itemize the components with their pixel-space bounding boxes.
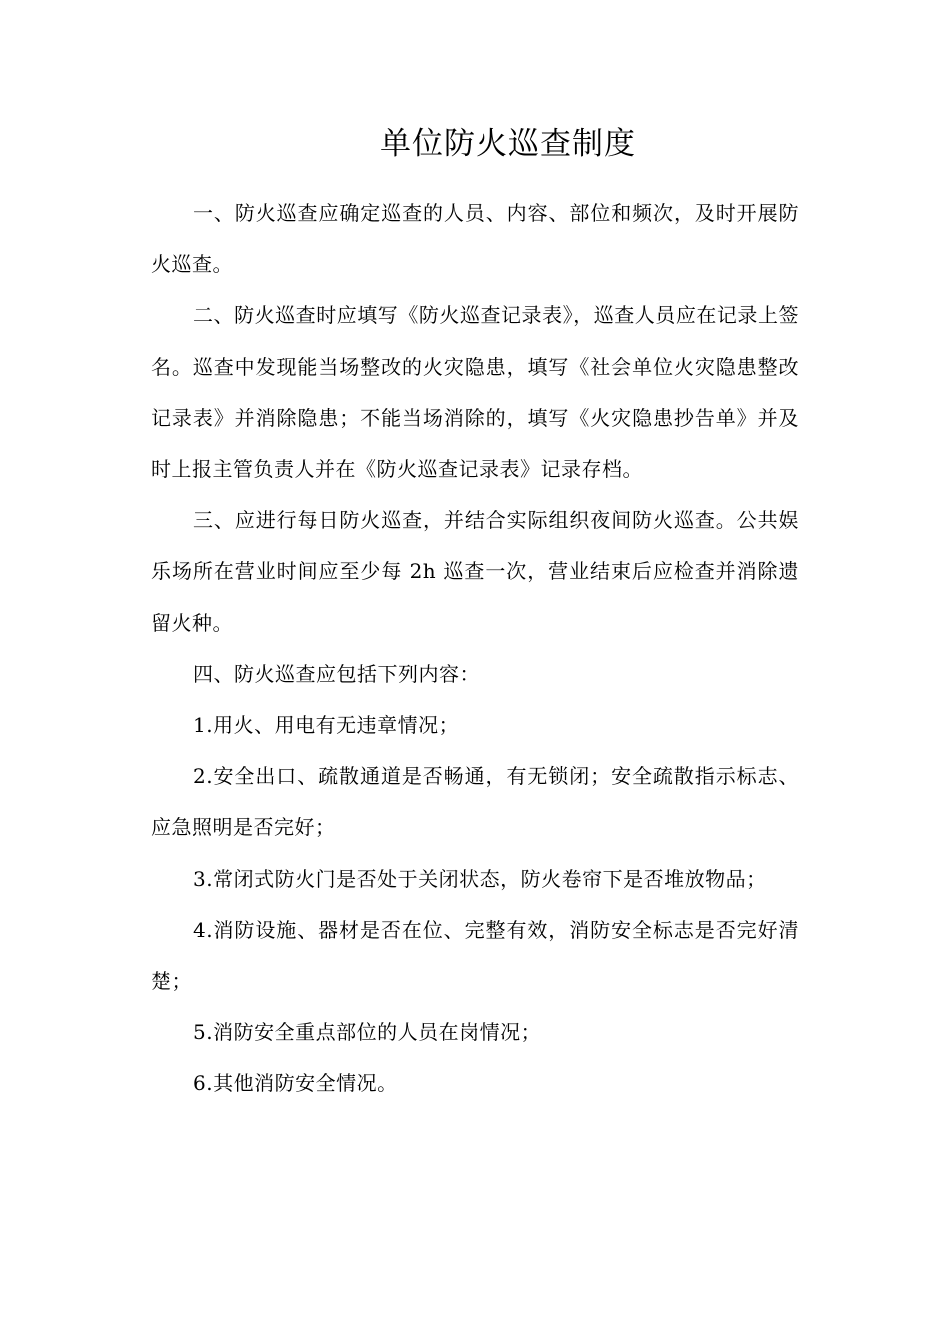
list-item-2: 2.安全出口、疏散通道是否畅通，有无锁闭；安全疏散指示标志、应急照明是否完好；: [151, 764, 799, 840]
list-item-4: 4.消防设施、器材是否在位、完整有效，消防安全标志是否完好清楚；: [151, 917, 799, 994]
paragraph-2: 二、防火巡查时应填写《防火巡查记录表》，巡查人员应在记录上签名。巡查中发现能当场整改的火灾隐患，填写《社会单位火灾隐患整改记录表》并消除隐患；不能当场消除的，填写《火灾隐患抄告单》并及时上报主管负责人并在《防火巡查记录表》记录存档。: [151, 303, 799, 482]
list-item-6: 6.其他消防安全情况。: [193, 1071, 398, 1096]
paragraph-1: 一、防火巡查应确定巡查的人员、内容、部位和频次，及时开展防火巡查。: [151, 201, 799, 277]
document-title: 单位防火巡查制度: [380, 126, 636, 162]
list-item-1: 1.用火、用电有无违章情况；: [193, 713, 460, 738]
list-item-3: 3.常闭式防火门是否处于关闭状态，防火卷帘下是否堆放物品；: [193, 866, 767, 891]
paragraph-4: 四、防火巡查应包括下列内容：: [193, 661, 480, 686]
paragraph-3: 三、应进行每日防火巡查，并结合实际组织夜间防火巡查。公共娱乐场所在营业时间应至少每 2h 巡查一次，营业结束后应检查并消除遗留火种。: [151, 508, 799, 635]
document-body: [151, 188, 799, 1110]
list-item-5: 5.消防安全重点部位的人员在岗情况；: [193, 1020, 542, 1045]
